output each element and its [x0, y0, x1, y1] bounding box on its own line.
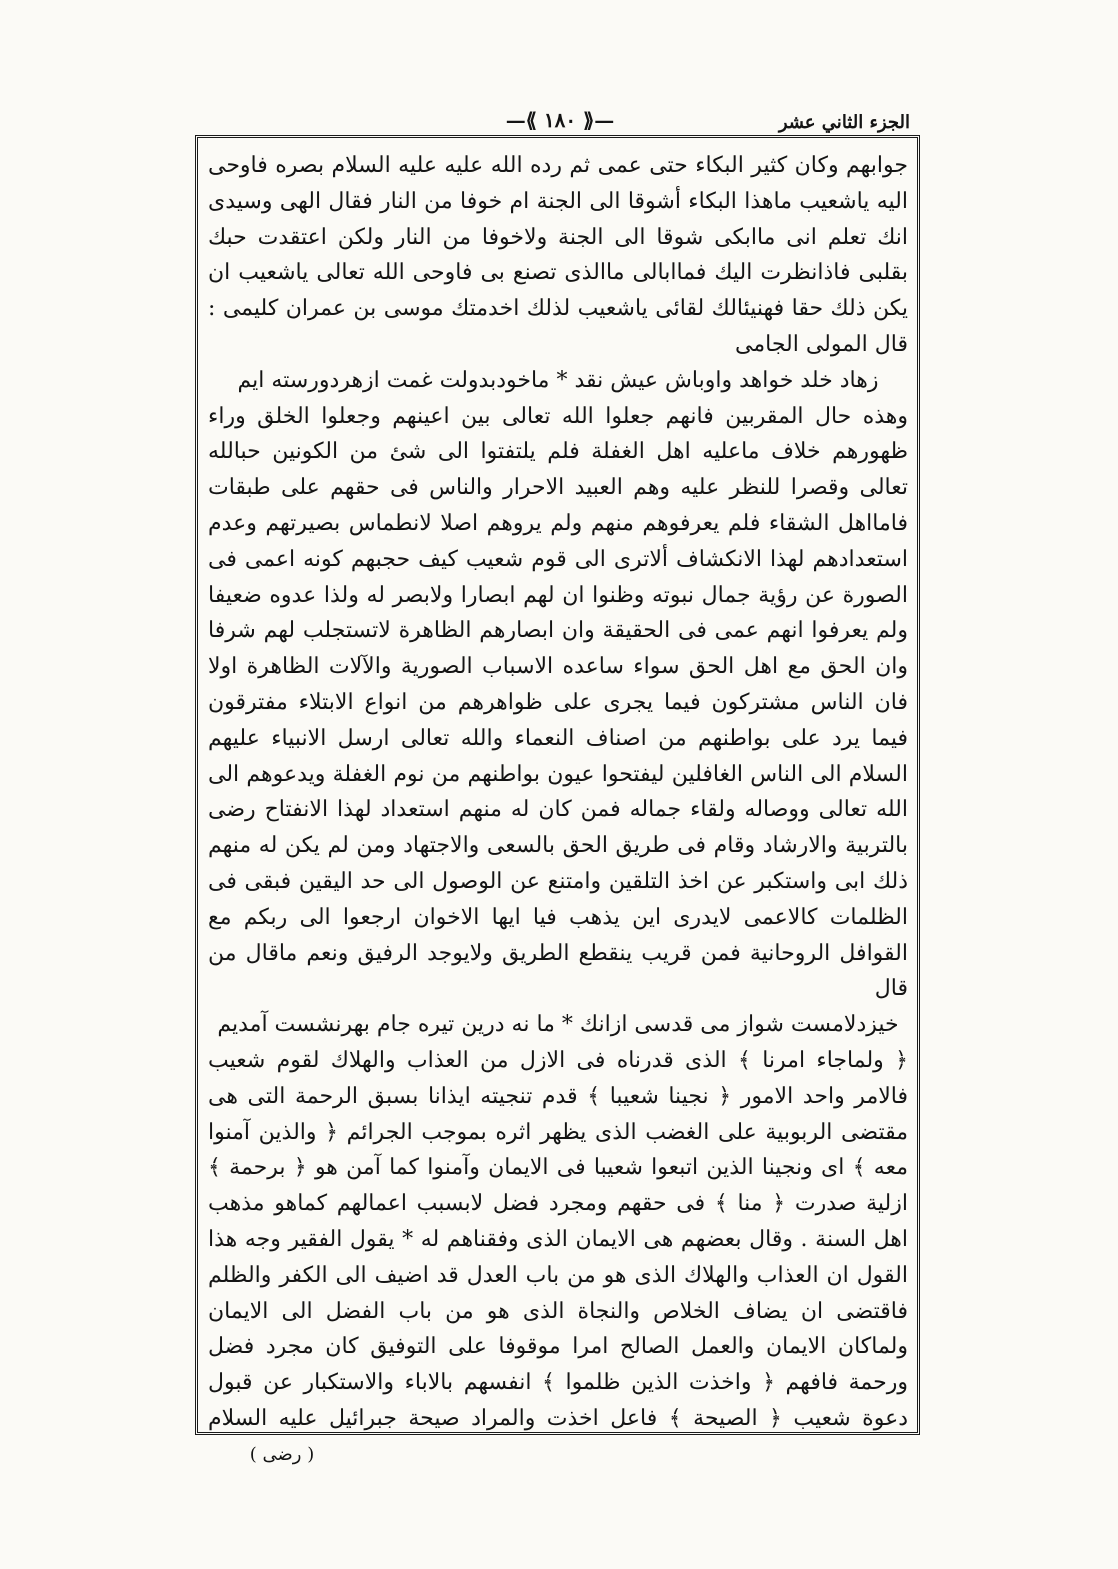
verse-line: خيزدلامست شواز مى قدسى ازانك * ما نه درين تيره جام بهرنشست آمديم	[217, 1012, 899, 1038]
verse-line: زهاد خلد خواهد واوباش عيش نقد * ماخودبدولت غمت ازهردورسته ايم	[237, 367, 879, 393]
catchword: ( رضى )	[249, 1444, 315, 1465]
paragraph: ﴿ ولماجاء امرنا ﴾ الذى قدرناه فى الازل من العذاب والهلاك لقوم شعيب فالامر واحد الامور ﴿ نجينا شعيبا ﴾ قدم تنجيته ايذانا بسبق الرحمة التى هى مقتضى الربوبية على الغضب الذى يظهر اثره بموجب الجرائم ﴿ والذين آمنوا معه ﴾ اى ونجينا الذين اتبعوا شعيبا فى الايمان وآمنوا كما آمن هو ﴿ برحمة ﴾ ازلية صدرت ﴿ منا ﴾ فى حقهم ومجرد فضل لابسبب اعمالهم كماهو مذهب اهل السنة . وقال بعضهم هى الايمان الذى وفقناهم له * يقول الفقير وجه هذا القول ان العذاب والهلاك الذى هو من باب العدل قد اضيف الى الكفر والظلم فاقتضى ان يضاف الخلاص والنجاة الذى هو من باب الفضل الى الايمان ولماكان الايمان والعمل الصالح امرا موقوفا على التوفيق كان مجرد فضل ورحمة فافهم ﴿ واخذت الذين ظلموا ﴾ انفسهم بالاباء والاستكبار عن قبول دعوة شعيب ﴿ الصيحة ﴾ فاعل اخذت والمراد صيحة جبرائيل عليه السلام	[208, 1047, 908, 1431]
page-number: —⟪ ١٨٠ ⟫—	[505, 108, 615, 132]
page-header	[190, 108, 910, 138]
body-text	[208, 148, 908, 1433]
paragraph: وهذه حال المقربين فانهم جعلوا الله تعالى بين اعينهم وجعلوا الخلق وراء ظهورهم خلاف ماعليه اهل الغفلة فلم يلتفتوا الى شئ من الكونين حبالله تعالى وقصرا للنظر عليه وهم العبيد الاحرار والناس فى حقهم على طبقات فامااهل الشقاء فلم يعرفوهم منهم ولم يروهم اصلا لانطماس بصيرتهم وعدم استعدادهم لهذا الانكشاف ألاترى الى قوم شعيب كيف حجبهم كونه اعمى فى الصورة عن رؤية جمال نبوته وظنوا ان لهم ابصارا ولابصر له ولذا عدوه ضعيفا ولم يعرفوا انهم عمى فى الحقيقة وان ابصارهم الظاهرة لاتستجلب لهم شرفا وان الحق مع اهل الحق سواء ساعده الاسباب الصورية والآلات الظاهرة اولا فان الناس مشتركون فيما يجرى على ظواهرهم من انواع الابتلاء مفترقون فيما يرد على بواطنهم من اصناف النعماء والله تعالى ارسل الانبياء عليهم السلام الى الناس الغافلين ليفتحوا عيون بواطنهم من نوم الغفلة ويدعوهم الى الله تعالى ووصاله ولقاء جماله فمن كان له منهم استعداد لهذا الانفتاح رضى بالتربية والارشاد وقام فى طريق الحق بالسعى والاجتهاد ومن لم يكن له منهم ذلك ابى واستكبر عن اخذ التلقين وامتنع عن الوصول الى حد اليقين فبقى فى الظلمات كالاعمى لايدرى اين يذهب فيا ايها الاخوان ارجعوا الى ربكم مع القوافل الروحانية فمن قريب ينقطع الطريق ولايوجد الرفيق ونعم ماقال من قال	[208, 403, 908, 1002]
part-title: الجزء الثاني عشر	[778, 112, 910, 133]
paragraph: جوابهم وكان كثير البكاء حتى عمى ثم رده الله عليه عليه السلام بصره فاوحى اليه ياشعيب ماهذا البكاء أشوقا الى الجنة ام خوفا من النار فقال الهى وسيدى انك تعلم انى ماابكى شوقا الى الجنة ولاخوفا من النار ولكن اعتقدت حبك بقلبى فاذانظرت اليك فماابالى ماالذى تصنع بى فاوحى الله تعالى ياشعيب ان يكن ذلك حقا فهنيئالك لقائى ياشعيب لذلك اخدمتك موسى بن عمران كليمى : قال المولى الجامى	[208, 153, 908, 357]
